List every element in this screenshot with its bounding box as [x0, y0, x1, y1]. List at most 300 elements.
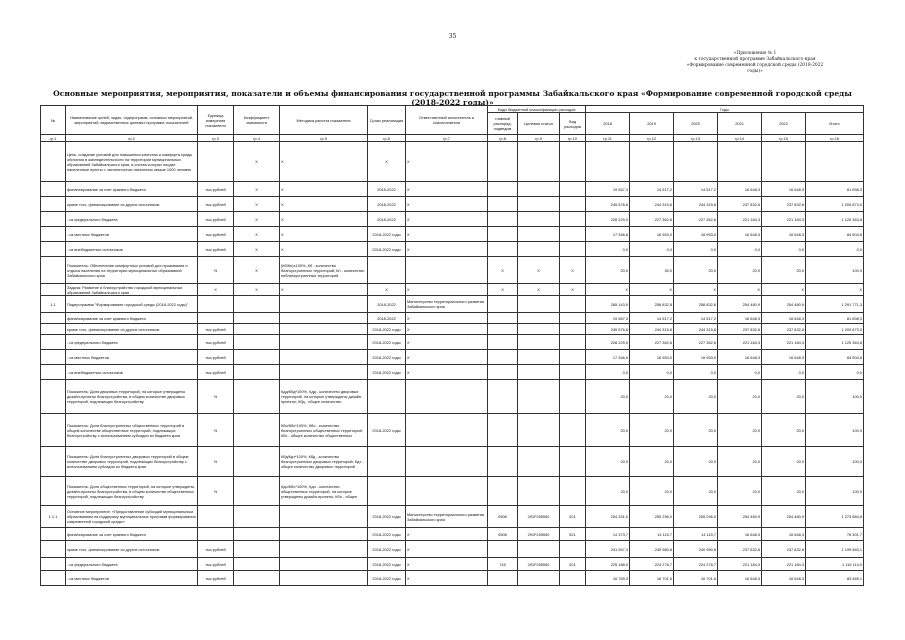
- table-cell: 16 648,3: [762, 350, 806, 365]
- table-cell: 1 209 873,0: [806, 324, 864, 335]
- table-cell: кроме того, финансирование из других источников:: [66, 197, 198, 212]
- table-cell: [280, 324, 368, 335]
- table-cell: 16 648,3: [762, 571, 806, 586]
- table-cell: [41, 528, 66, 541]
- table-cell: X: [406, 558, 488, 571]
- table-cell: 0506: [488, 528, 518, 541]
- table-cell: 20,0: [630, 414, 674, 447]
- table-cell: 100,0: [806, 380, 864, 414]
- table-cell: 0,0: [762, 242, 806, 257]
- table-cell: 0,0: [586, 365, 630, 380]
- table-cell: 221 184,3: [718, 335, 762, 350]
- table-cell: X: [198, 284, 234, 296]
- table-cell: [368, 447, 406, 477]
- table-row: [41, 296, 864, 313]
- table-cell: [518, 212, 560, 227]
- table-cell: X: [488, 284, 518, 296]
- table-cell: 0,0: [674, 242, 718, 257]
- table-cell: 0,0: [718, 242, 762, 257]
- table-cell: 81 898,3: [806, 313, 864, 324]
- page-number: 35: [448, 33, 457, 40]
- table-cell: Цель: создание условий для повышения качества и комфорта среды обитания в жизнедеятельности на территории муниципальных образований Забайкальского края, в состав которых входят населенные пункты с численностью населения свыше 1000 человек: [66, 142, 198, 182]
- table-cell: [41, 212, 66, 227]
- table-cell: 20,0: [630, 380, 674, 414]
- table-cell: 20,0: [586, 257, 630, 284]
- table-cell: 291F255550: [518, 558, 560, 571]
- table-cell: X: [488, 257, 518, 284]
- table-cell: тыс.рублей: [198, 541, 234, 558]
- table-cell: 227 362,6: [674, 335, 718, 350]
- table-cell: 0,0: [718, 365, 762, 380]
- table-cell: [234, 447, 280, 477]
- header-gr: главный распоряд. подведом: [488, 113, 518, 135]
- table-cell: Кдо/Кбо*100%, Кдо - количество общественных территорий, на которые утверждены дизайн-проекты; Кбо - общее: [280, 477, 368, 506]
- table-cell: 254 480,9: [762, 296, 806, 313]
- table-cell: [518, 142, 560, 182]
- table-cell: [234, 541, 280, 558]
- table-cell: 291F255550: [518, 506, 560, 528]
- table-cell: 244 315,6: [630, 324, 674, 335]
- table-cell: [41, 414, 66, 447]
- table-cell: 2018-2022 годы: [368, 324, 406, 335]
- table-cell: 14 115,7: [674, 528, 718, 541]
- table-cell: 19 567,3: [586, 313, 630, 324]
- column-number: гр.11: [586, 135, 630, 142]
- table-cell: тыс.рублей: [198, 571, 234, 586]
- table-cell: 2018-2022 годы: [368, 528, 406, 541]
- table-cell: X: [280, 212, 368, 227]
- table-row: [41, 182, 864, 197]
- table-cell: 2018-2022: [368, 296, 406, 313]
- table-cell: X: [406, 142, 488, 182]
- header-2018: 2018: [586, 113, 630, 135]
- table-cell: [368, 477, 406, 506]
- table-cell: [518, 324, 560, 335]
- table-cell: %: [198, 447, 234, 477]
- header-total: Итого: [806, 113, 864, 135]
- table-cell: [234, 335, 280, 350]
- table-row: [41, 506, 864, 528]
- table-cell: Кдд/Кбд*100%, Кдд - количество дворовых территорий, на которые утверждены дизайн-проекты; Кбд - общее количество: [280, 380, 368, 414]
- table-cell: 2018-2022 годы: [368, 414, 406, 447]
- table-cell: 84 504,6: [806, 350, 864, 365]
- table-cell: [41, 365, 66, 380]
- table-cell: [406, 380, 488, 414]
- table-cell: 2018-2022 годы: [368, 227, 406, 242]
- table-cell: [234, 506, 280, 528]
- table-cell: 2018-2022: [368, 313, 406, 324]
- table-cell: [518, 182, 560, 197]
- table-cell: [41, 380, 66, 414]
- table-cell: (Кб/Кн)х100%, Кб - количество благоустроенных территорий; Кн - количество неблагоустроенных территорий: [280, 257, 368, 284]
- table-cell: [674, 142, 718, 182]
- table-cell: 20,0: [762, 414, 806, 447]
- table-cell: X: [518, 257, 560, 284]
- table-cell: X: [234, 284, 280, 296]
- table-cell: тыс.рублей: [198, 182, 234, 197]
- table-cell: 241 957,3: [586, 541, 630, 558]
- table-cell: 255 296,0: [674, 506, 718, 528]
- table-cell: [198, 296, 234, 313]
- column-number: гр.16: [806, 135, 864, 142]
- table-cell: [488, 541, 518, 558]
- table-cell: 16 648,3: [762, 528, 806, 541]
- table-cell: 237 832,6: [718, 324, 762, 335]
- table-cell: 258 832,8: [630, 296, 674, 313]
- table-cell: - из внебюджетных источников: [66, 242, 198, 257]
- table-cell: 16 701,6: [630, 571, 674, 586]
- header-unit: Единица измерения показателя: [198, 106, 234, 135]
- table-cell: 240 980,8: [630, 541, 674, 558]
- header-2021: 2021: [718, 113, 762, 135]
- header-2019: 2019: [630, 113, 674, 135]
- table-cell: 20,0: [674, 414, 718, 447]
- table-cell: 14 517,2: [674, 313, 718, 324]
- table-cell: 0,0: [586, 242, 630, 257]
- table-cell: 1 199 583,1: [806, 541, 864, 558]
- table-cell: 14 373,7: [586, 528, 630, 541]
- table-cell: тыс.рублей: [198, 227, 234, 242]
- table-row: [41, 365, 864, 380]
- header-num: №: [41, 106, 66, 135]
- table-cell: 20,0: [586, 447, 630, 477]
- table-cell: - из местных бюджетов: [66, 350, 198, 365]
- table-cell: 228 229,0: [586, 212, 630, 227]
- header-years: Годы: [586, 106, 864, 113]
- table-row: [41, 313, 864, 324]
- table-cell: 20,0: [718, 414, 762, 447]
- table-cell: 20,0: [762, 257, 806, 284]
- table-cell: [41, 284, 66, 296]
- header-name: Наименование целей, задач, подпрограмм, основных мероприятий, мероприятий, ведомственных целевых программ, показателей: [66, 106, 198, 135]
- table-cell: 237 832,6: [718, 541, 762, 558]
- table-cell: [488, 324, 518, 335]
- table-cell: [518, 242, 560, 257]
- table-cell: 521: [560, 558, 586, 571]
- table-cell: [560, 365, 586, 380]
- table-cell: 20,0: [630, 477, 674, 506]
- table-cell: [630, 142, 674, 182]
- table-cell: тыс.рублей: [198, 350, 234, 365]
- table-cell: [488, 414, 518, 447]
- column-number-row: [41, 135, 864, 142]
- column-number: гр.2: [66, 135, 198, 142]
- table-cell: 0,0: [630, 242, 674, 257]
- table-cell: [488, 365, 518, 380]
- table-row: [41, 257, 864, 284]
- table-cell: 240 980,8: [674, 541, 718, 558]
- table-cell: X: [406, 197, 488, 212]
- table-row: [41, 197, 864, 212]
- table-cell: [488, 227, 518, 242]
- table-cell: X: [280, 227, 368, 242]
- table-cell: - из внебюджетных источников: [66, 365, 198, 380]
- table-cell: [560, 571, 586, 586]
- table-cell: 16 953,0: [630, 227, 674, 242]
- table-cell: [41, 242, 66, 257]
- table-row: [41, 284, 864, 296]
- table-cell: 16 953,0: [630, 350, 674, 365]
- table-cell: [560, 414, 586, 447]
- table-row: [41, 212, 864, 227]
- table-row: [41, 350, 864, 365]
- table-cell: [586, 142, 630, 182]
- table-row: [41, 477, 864, 506]
- table-cell: [234, 296, 280, 313]
- table-cell: 20,0: [762, 477, 806, 506]
- table-cell: кроме того, финансирование из других источников:: [66, 541, 198, 558]
- table-cell: [488, 335, 518, 350]
- table-cell: [560, 142, 586, 182]
- table-cell: [368, 380, 406, 414]
- table-cell: X: [586, 284, 630, 296]
- table-cell: Министерство территориального развития Забайкальского края: [406, 296, 488, 313]
- table-cell: 265 143,9: [586, 296, 630, 313]
- table-cell: [560, 541, 586, 558]
- table-cell: [518, 197, 560, 212]
- table-cell: 221 184,3: [762, 335, 806, 350]
- table-cell: 228 229,0: [586, 335, 630, 350]
- table-cell: [41, 447, 66, 477]
- column-number: гр.4: [234, 135, 280, 142]
- table-cell: %: [198, 380, 234, 414]
- table-cell: 0,0: [806, 242, 864, 257]
- table-cell: 2018-2022: [368, 212, 406, 227]
- table-cell: [518, 447, 560, 477]
- table-cell: X: [406, 324, 488, 335]
- table-cell: [488, 212, 518, 227]
- table-cell: 237 832,6: [762, 541, 806, 558]
- column-number: гр.5: [280, 135, 368, 142]
- table-cell: 19 567,3: [586, 182, 630, 197]
- table-cell: X: [406, 242, 488, 257]
- table-cell: [41, 313, 66, 324]
- table-cell: [234, 477, 280, 506]
- table-cell: [560, 197, 586, 212]
- table-cell: [280, 528, 368, 541]
- table-cell: Кбо/Кбс*100%, Кбо - количество благоустроенных общественных территорий; Кбс - общее количество общественных: [280, 414, 368, 447]
- table-cell: [518, 541, 560, 558]
- table-cell: 20,0: [586, 380, 630, 414]
- table-cell: [280, 313, 368, 324]
- table-cell: 2018-2022 годы: [368, 506, 406, 528]
- table-cell: 14 517,2: [630, 182, 674, 197]
- table-cell: [518, 380, 560, 414]
- table-cell: 2018-2022 годы: [368, 350, 406, 365]
- table-cell: 16 648,3: [718, 350, 762, 365]
- table-cell: 17 346,6: [586, 227, 630, 242]
- table-cell: тыс.рублей: [198, 242, 234, 257]
- table-cell: [488, 313, 518, 324]
- table-row: [41, 242, 864, 257]
- table-cell: [41, 227, 66, 242]
- table-cell: 221 184,3: [762, 212, 806, 227]
- table-row: [41, 324, 864, 335]
- table-cell: [280, 506, 368, 528]
- table-cell: 20,0: [718, 380, 762, 414]
- table-cell: [488, 296, 518, 313]
- table-cell: 0,0: [674, 365, 718, 380]
- table-cell: X: [518, 284, 560, 296]
- header-term: Сроки реализации: [368, 106, 406, 135]
- table-cell: %: [198, 477, 234, 506]
- table-cell: X: [280, 284, 368, 296]
- table-cell: X: [406, 350, 488, 365]
- table-cell: [518, 296, 560, 313]
- table-cell: X: [368, 142, 406, 182]
- table-cell: [234, 571, 280, 586]
- table-cell: [488, 242, 518, 257]
- table-cell: [560, 477, 586, 506]
- table-cell: - из федерального бюджета: [66, 558, 198, 571]
- table-cell: [560, 227, 586, 242]
- table-cell: X: [630, 284, 674, 296]
- table-cell: X: [806, 284, 864, 296]
- table-cell: - из федерального бюджета: [66, 335, 198, 350]
- table-header: [41, 106, 864, 142]
- table-cell: Показатель: Обеспечение комфортных условий для проживания и отдыха населения на территории муниципальных образований Забайкальского края: [66, 257, 198, 284]
- table-cell: 20,0: [718, 477, 762, 506]
- table-cell: [234, 324, 280, 335]
- column-number: гр.9: [518, 135, 560, 142]
- column-number: гр.10: [560, 135, 586, 142]
- table-cell: 81 898,3: [806, 182, 864, 197]
- column-number: гр.14: [718, 135, 762, 142]
- table-cell: 84 504,6: [806, 227, 864, 242]
- table-cell: 16 648,3: [762, 313, 806, 324]
- table-cell: X: [406, 335, 488, 350]
- table-cell: 16 648,3: [718, 227, 762, 242]
- table-cell: 244 315,6: [630, 197, 674, 212]
- table-cell: X: [234, 212, 280, 227]
- table-cell: 254 331,0: [586, 506, 630, 528]
- table-cell: 2018-2022 годы: [368, 571, 406, 586]
- table-cell: [41, 571, 66, 586]
- table-cell: 244 315,6: [674, 324, 718, 335]
- table-cell: 100,0: [806, 447, 864, 477]
- table-cell: X: [406, 365, 488, 380]
- table-cell: 221 184,3: [718, 558, 762, 571]
- table-cell: [41, 558, 66, 571]
- table-cell: финансирование за счет краевого бюджета: [66, 528, 198, 541]
- table-cell: [234, 313, 280, 324]
- table-cell: [280, 571, 368, 586]
- table-cell: 1.1: [41, 296, 66, 313]
- table-cell: [560, 182, 586, 197]
- table-cell: X: [406, 528, 488, 541]
- table-cell: 20,0: [674, 257, 718, 284]
- table-cell: 245 576,6: [586, 324, 630, 335]
- table-cell: 76 301,7: [806, 528, 864, 541]
- table-cell: 2018-2022 годы: [368, 335, 406, 350]
- table-cell: 254 480,9: [762, 506, 806, 528]
- table-row: [41, 380, 864, 414]
- table-cell: Подпрограмма "Формирование городской среды (2018-2022 годы)": [66, 296, 198, 313]
- table-cell: X: [406, 313, 488, 324]
- table-cell: X: [280, 182, 368, 197]
- table-cell: 16 648,3: [718, 182, 762, 197]
- table-cell: тыс.рублей: [198, 335, 234, 350]
- table-row: [41, 414, 864, 447]
- table-cell: [488, 447, 518, 477]
- table-cell: X: [406, 212, 488, 227]
- table-cell: [41, 324, 66, 335]
- table-cell: X: [280, 197, 368, 212]
- table-cell: 221 184,3: [718, 212, 762, 227]
- table-cell: 521: [560, 528, 586, 541]
- table-cell: [806, 142, 864, 182]
- table-cell: 244 315,6: [674, 197, 718, 212]
- table-cell: 1.1.1: [41, 506, 66, 528]
- table-cell: [234, 350, 280, 365]
- table-cell: 521: [560, 506, 586, 528]
- column-number: гр.3: [198, 135, 234, 142]
- table-cell: [280, 541, 368, 558]
- table-cell: X: [280, 242, 368, 257]
- table-cell: Показатель: Доля дворовых территорий, на которые утверждены дизайн-проекты благоустройства, в общем количестве дворовых территорий, подлежащих благоустройству: [66, 380, 198, 414]
- table-cell: 245 576,6: [586, 197, 630, 212]
- table-cell: 83 469,1: [806, 571, 864, 586]
- table-cell: [518, 414, 560, 447]
- table-cell: [41, 197, 66, 212]
- header-cs: Целевая статья: [518, 113, 560, 135]
- column-number: гр.15: [762, 135, 806, 142]
- table-cell: 100,0: [806, 257, 864, 284]
- table-cell: 16 701,6: [674, 571, 718, 586]
- table-cell: 254 480,9: [718, 296, 762, 313]
- table-cell: 16 648,3: [718, 313, 762, 324]
- table-cell: 227 362,6: [630, 335, 674, 350]
- table-cell: 100,0: [806, 414, 864, 447]
- table-cell: [518, 227, 560, 242]
- table-cell: - из местных бюджетов: [66, 227, 198, 242]
- header-method: Методика расчета показателя: [280, 106, 368, 135]
- table-cell: 745: [488, 558, 518, 571]
- table-cell: Показатель: Доля благоустроенных дворовых территорий в общем количестве дворовых территорий, подлежащих благоустройству с использованием субсидии из бюджета края: [66, 447, 198, 477]
- table-cell: X: [234, 197, 280, 212]
- table-cell: [280, 365, 368, 380]
- table-cell: тыс.рублей: [198, 324, 234, 335]
- appendix-line: к государственной программе Забайкальского края: [694, 57, 816, 62]
- column-number: гр.13: [674, 135, 718, 142]
- table-cell: [41, 335, 66, 350]
- appendix-line: годы)»: [747, 69, 763, 74]
- table-cell: [234, 365, 280, 380]
- table-cell: [198, 142, 234, 182]
- table-cell: 258 832,8: [674, 296, 718, 313]
- table-cell: X: [406, 182, 488, 197]
- column-number: гр.7: [406, 135, 488, 142]
- header-coef: Коэффициент значимости: [234, 106, 280, 135]
- table-cell: 16 648,3: [762, 182, 806, 197]
- table-cell: 237 832,6: [762, 324, 806, 335]
- table-cell: [560, 350, 586, 365]
- table-cell: [488, 197, 518, 212]
- table-cell: Министерство территориального развития Забайкальского края: [406, 506, 488, 528]
- table-cell: 0,0: [630, 365, 674, 380]
- table-cell: [488, 182, 518, 197]
- table-cell: [234, 414, 280, 447]
- table-cell: X: [560, 257, 586, 284]
- table-cell: [518, 365, 560, 380]
- table-cell: 16 769,3: [586, 571, 630, 586]
- table-cell: [488, 571, 518, 586]
- table-cell: X: [762, 284, 806, 296]
- table-cell: 20,0: [674, 447, 718, 477]
- table-cell: [198, 528, 234, 541]
- table-cell: 237 832,6: [718, 197, 762, 212]
- table-cell: 1 125 363,8: [806, 335, 864, 350]
